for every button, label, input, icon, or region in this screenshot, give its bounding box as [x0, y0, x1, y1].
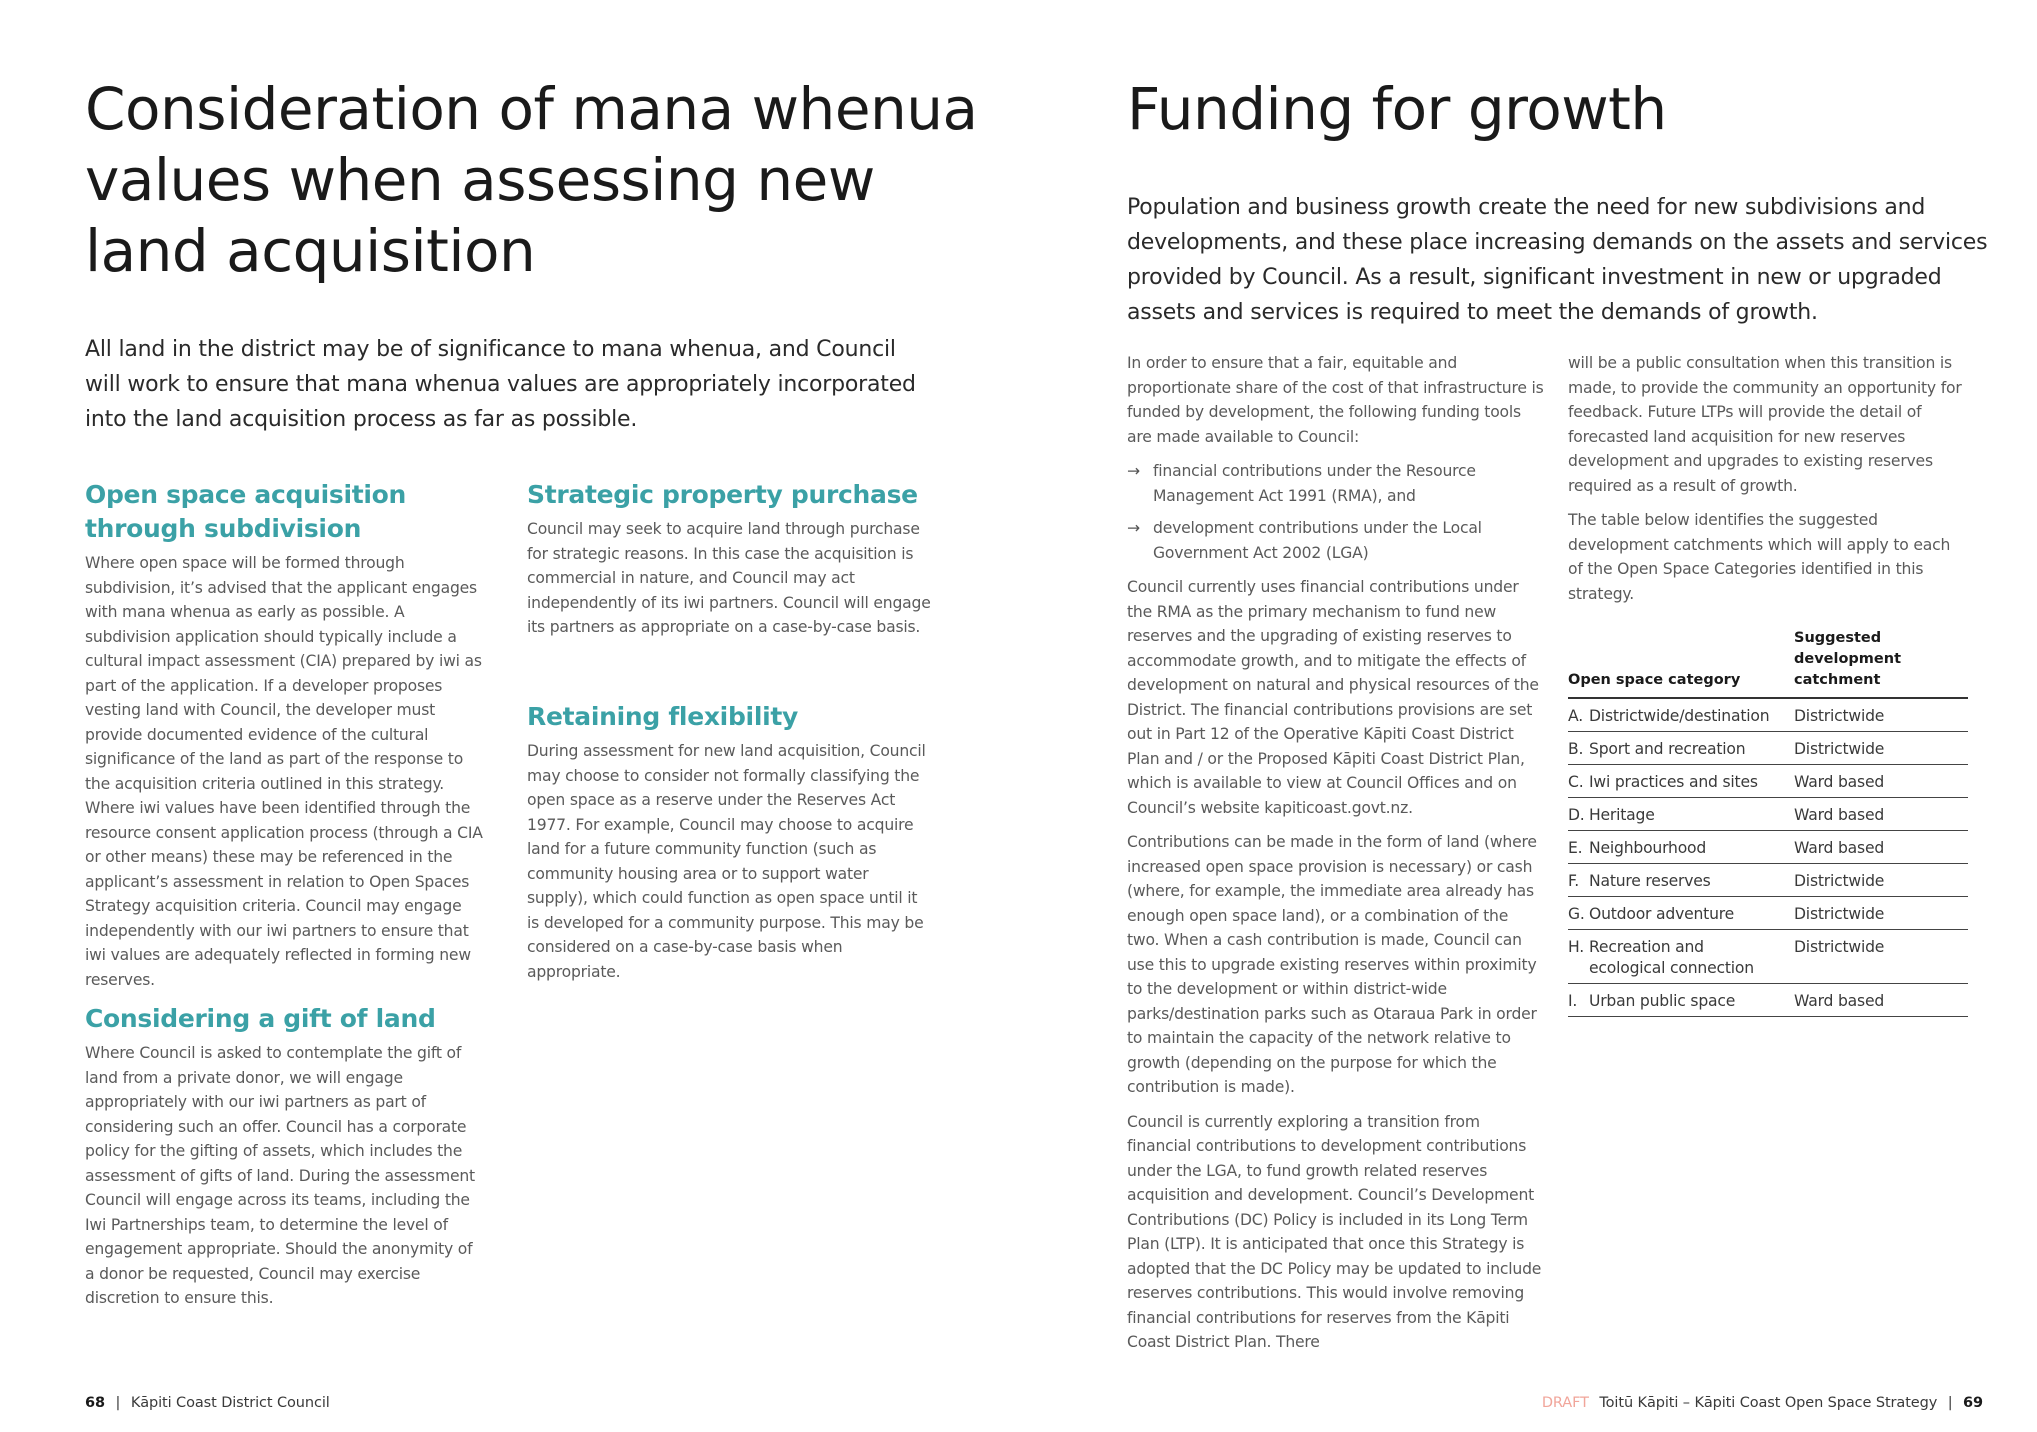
table-header-row [1568, 628, 1968, 698]
category-letter: C. [1568, 773, 1584, 791]
left-page [0, 0, 1018, 1432]
category-name: Recreation and ecological connection [1589, 938, 1754, 977]
category-letter: B. [1568, 740, 1584, 758]
funding-paragraph-3: Contributions can be made in the form of land (where increased open space provision is necessary) or cash (where, for example, the immediate area already has enough open space land), or a combination of the two. When a cash contribution is made, Council can use this to upgrade existing reserves within proximity to the development or within district-wide parks/destination parks such as Otaraua Park in order to maintain the capacity of the network relative to growth (depending on the purpose for which the contribution is made). [1127, 833, 1537, 1096]
consultation-paragraph: will be a public consultation when this transition is made, to provide the community an opportunity for feedback. Future LTPs will provide the detail of forecasted land acquisition for new reserves development and upgrades to existing reserves required as a result of growth. [1568, 354, 1962, 495]
section-subdivision [85, 478, 490, 992]
body-flexibility: During assessment for new land acquisition, Council may choose to consider not formally classifying the open space as a reserve under the Reserves Act 1977. For example, Council may choose to acquire land for a future community function (such as community housing area or to support water supply), which could function as open space until it is developed for a community purpose. This may be considered on a case-by-case basis when appropriate. [527, 742, 926, 981]
section-gift [85, 1002, 485, 1311]
funding-intro: In order to ensure that a fair, equitable and proportionate share of the cost of that infrastructure is funded by development, the following funding tools are made available to Council: [1127, 354, 1544, 446]
table-intro-paragraph: The table below identifies the suggested development catchments which will apply to each of the Open Space Categories identified in this strategy. [1568, 511, 1951, 603]
heading-gift: Considering a gift of land [85, 1004, 436, 1033]
funding-paragraph-4: Council is currently exploring a transition from financial contributions to development contributions under the LGA, to fund growth related reserves acquisition and development. Council’s Development Contributions (DC) Policy is included in its Long Term Plan (LTP). It is anticipated that once this Strategy is adopted that the DC Policy may be updated to include reserves contributions. This would involve removing financial contributions for reserves from the Kāpiti Coast District Plan. There [1127, 1112, 1542, 1351]
catchment-cell: Districtwide [1794, 897, 1968, 930]
table-row [1568, 732, 1968, 765]
right-page [1018, 0, 2037, 1432]
catchment-cell: Districtwide [1794, 930, 1968, 984]
category-letter: G. [1568, 905, 1585, 923]
left-page-title [85, 74, 985, 287]
table-row [1568, 765, 1968, 798]
category-name: Heritage [1589, 806, 1655, 824]
category-letter: H. [1568, 938, 1585, 956]
draft-label: DRAFT [1541, 1395, 1589, 1411]
left-title-line-3: land acquisition [85, 217, 536, 285]
catchment-cell: Ward based [1794, 798, 1968, 831]
table-row [1568, 831, 1968, 864]
heading-strategic: Strategic property purchase [527, 480, 918, 509]
category-cell [1568, 930, 1794, 984]
right-lede: Population and business growth create the need for new subdivisions and developments, and these place increasing demands on the assets and services provided by Council. As a result, significant investment in new or upgraded assets and services is required to meet the demands of growth. [1127, 195, 1988, 325]
category-letter: I. [1568, 992, 1578, 1010]
category-cell [1568, 984, 1794, 1017]
catchment-cell: Districtwide [1794, 698, 1968, 732]
body-subdivision: Where open space will be formed through subdivision, it’s advised that the applicant engages with mana whenua as early as possible. A subdivision application should typically include a cultural impact assessment (CIA) prepared by iwi as part of the application. If a developer proposes vesting land with Council, the developer must provide documented evidence of the cultural significance of the land as part of the response to the acquisition criteria outlined in this strategy. Where iwi values have been identified through the resource consent application process (through a CIA or other means) these may be referenced in the applicant’s assessment in relation to Open Spaces Strategy acquisition criteria. Council may engage independently with our iwi partners to ensure that iwi values are adequately reflected in forming new reserves. [85, 554, 483, 989]
header-category: Open space category [1568, 628, 1794, 698]
catchment-cell: Ward based [1794, 984, 1968, 1017]
left-footer-separator: | [115, 1395, 121, 1411]
category-name: Nature reserves [1589, 872, 1711, 890]
section-flexibility [527, 700, 932, 984]
catchment-table [1568, 628, 1968, 1017]
table-row [1568, 698, 1968, 732]
heading-subdivision: Open space acquisition through subdivision [85, 480, 407, 543]
right-column-1 [1127, 351, 1545, 1365]
category-name: Urban public space [1589, 992, 1736, 1010]
table-body [1568, 698, 1968, 1017]
left-footer [85, 1395, 330, 1411]
body-strategic: Council may seek to acquire land through purchase for strategic reasons. In this case the acquisition is commercial in nature, and Council may act independently of its iwi partners. Council will engage its partners as appropriate on a case-by-case basis. [527, 520, 931, 636]
left-page-number: 68 [85, 1395, 105, 1411]
right-footer [1542, 1395, 1983, 1411]
funding-tools-list [1127, 459, 1545, 565]
right-page-number: 69 [1963, 1395, 1983, 1411]
category-cell [1568, 698, 1794, 732]
heading-flexibility: Retaining flexibility [527, 702, 799, 731]
category-letter: F. [1568, 872, 1580, 890]
body-gift: Where Council is asked to contemplate the gift of land from a private donor, we will engage appropriately with our iwi partners as part of considering such an offer. Council has a corporate policy for the gifting of assets, which includes the assessment of gifts of land. During the assessment Council will engage across its teams, including the Iwi Partnerships team, to determine the level of engagement appropriate. Should the anonymity of a donor be requested, Council may exercise discretion to ensure this. [85, 1044, 475, 1307]
bullet-text-rma: financial contributions under the Resource Management Act 1991 (RMA), and [1153, 462, 1476, 505]
catchment-cell: Ward based [1794, 765, 1968, 798]
category-cell [1568, 831, 1794, 864]
right-column-2 [1568, 351, 1968, 1017]
right-page-title: Funding for growth [1127, 75, 1667, 143]
list-item [1127, 459, 1545, 508]
table-row [1568, 897, 1968, 930]
left-title-line-1: Consideration of mana whenua [85, 75, 978, 143]
right-footer-separator: | [1947, 1395, 1953, 1411]
table-row [1568, 984, 1968, 1017]
category-name: Iwi practices and sites [1589, 773, 1758, 791]
category-cell [1568, 864, 1794, 897]
arrow-right-icon: → [1127, 462, 1140, 480]
category-cell [1568, 765, 1794, 798]
left-lede: All land in the district may be of significance to mana whenua, and Council will work to ensure that mana whenua values are appropriately incorporated into the land acquisition process as far as possible. [85, 337, 916, 432]
section-strategic [527, 478, 932, 640]
category-cell [1568, 732, 1794, 765]
category-cell [1568, 897, 1794, 930]
left-title-line-2: values when assessing new [85, 146, 875, 214]
table-row [1568, 930, 1968, 984]
catchment-cell: Districtwide [1794, 864, 1968, 897]
category-letter: D. [1568, 806, 1585, 824]
left-footer-org: Kāpiti Coast District Council [130, 1395, 330, 1411]
category-letter: E. [1568, 839, 1583, 857]
funding-paragraph-2: Council currently uses financial contributions under the RMA as the primary mechanism to fund new reserves and the upgrading of existing reserves to accommodate growth, and to mitigate the effects of development on natural and physical resources of the District. The financial contributions provisions are set out in Part 12 of the Operative Kāpiti Coast District Plan and / or the Proposed Kāpiti Coast District Plan, which is available to view at Council Offices and on Council’s website kapiticoast.govt.nz. [1127, 578, 1539, 817]
catchment-cell: Ward based [1794, 831, 1968, 864]
header-catchment: Suggested development catchment [1794, 628, 1968, 698]
table-row [1568, 798, 1968, 831]
list-item [1127, 516, 1545, 565]
catchment-cell: Districtwide [1794, 732, 1968, 765]
category-letter: A. [1568, 707, 1583, 725]
category-name: Sport and recreation [1589, 740, 1746, 758]
bullet-text-lga: development contributions under the Local Government Act 2002 (LGA) [1153, 519, 1482, 562]
category-cell [1568, 798, 1794, 831]
category-name: Neighbourhood [1589, 839, 1707, 857]
right-footer-doc: Toitū Kāpiti – Kāpiti Coast Open Space Strategy [1599, 1395, 1938, 1411]
table-row [1568, 864, 1968, 897]
category-name: Districtwide/destination [1589, 707, 1770, 725]
category-name: Outdoor adventure [1589, 905, 1735, 923]
arrow-right-icon: → [1127, 519, 1140, 537]
